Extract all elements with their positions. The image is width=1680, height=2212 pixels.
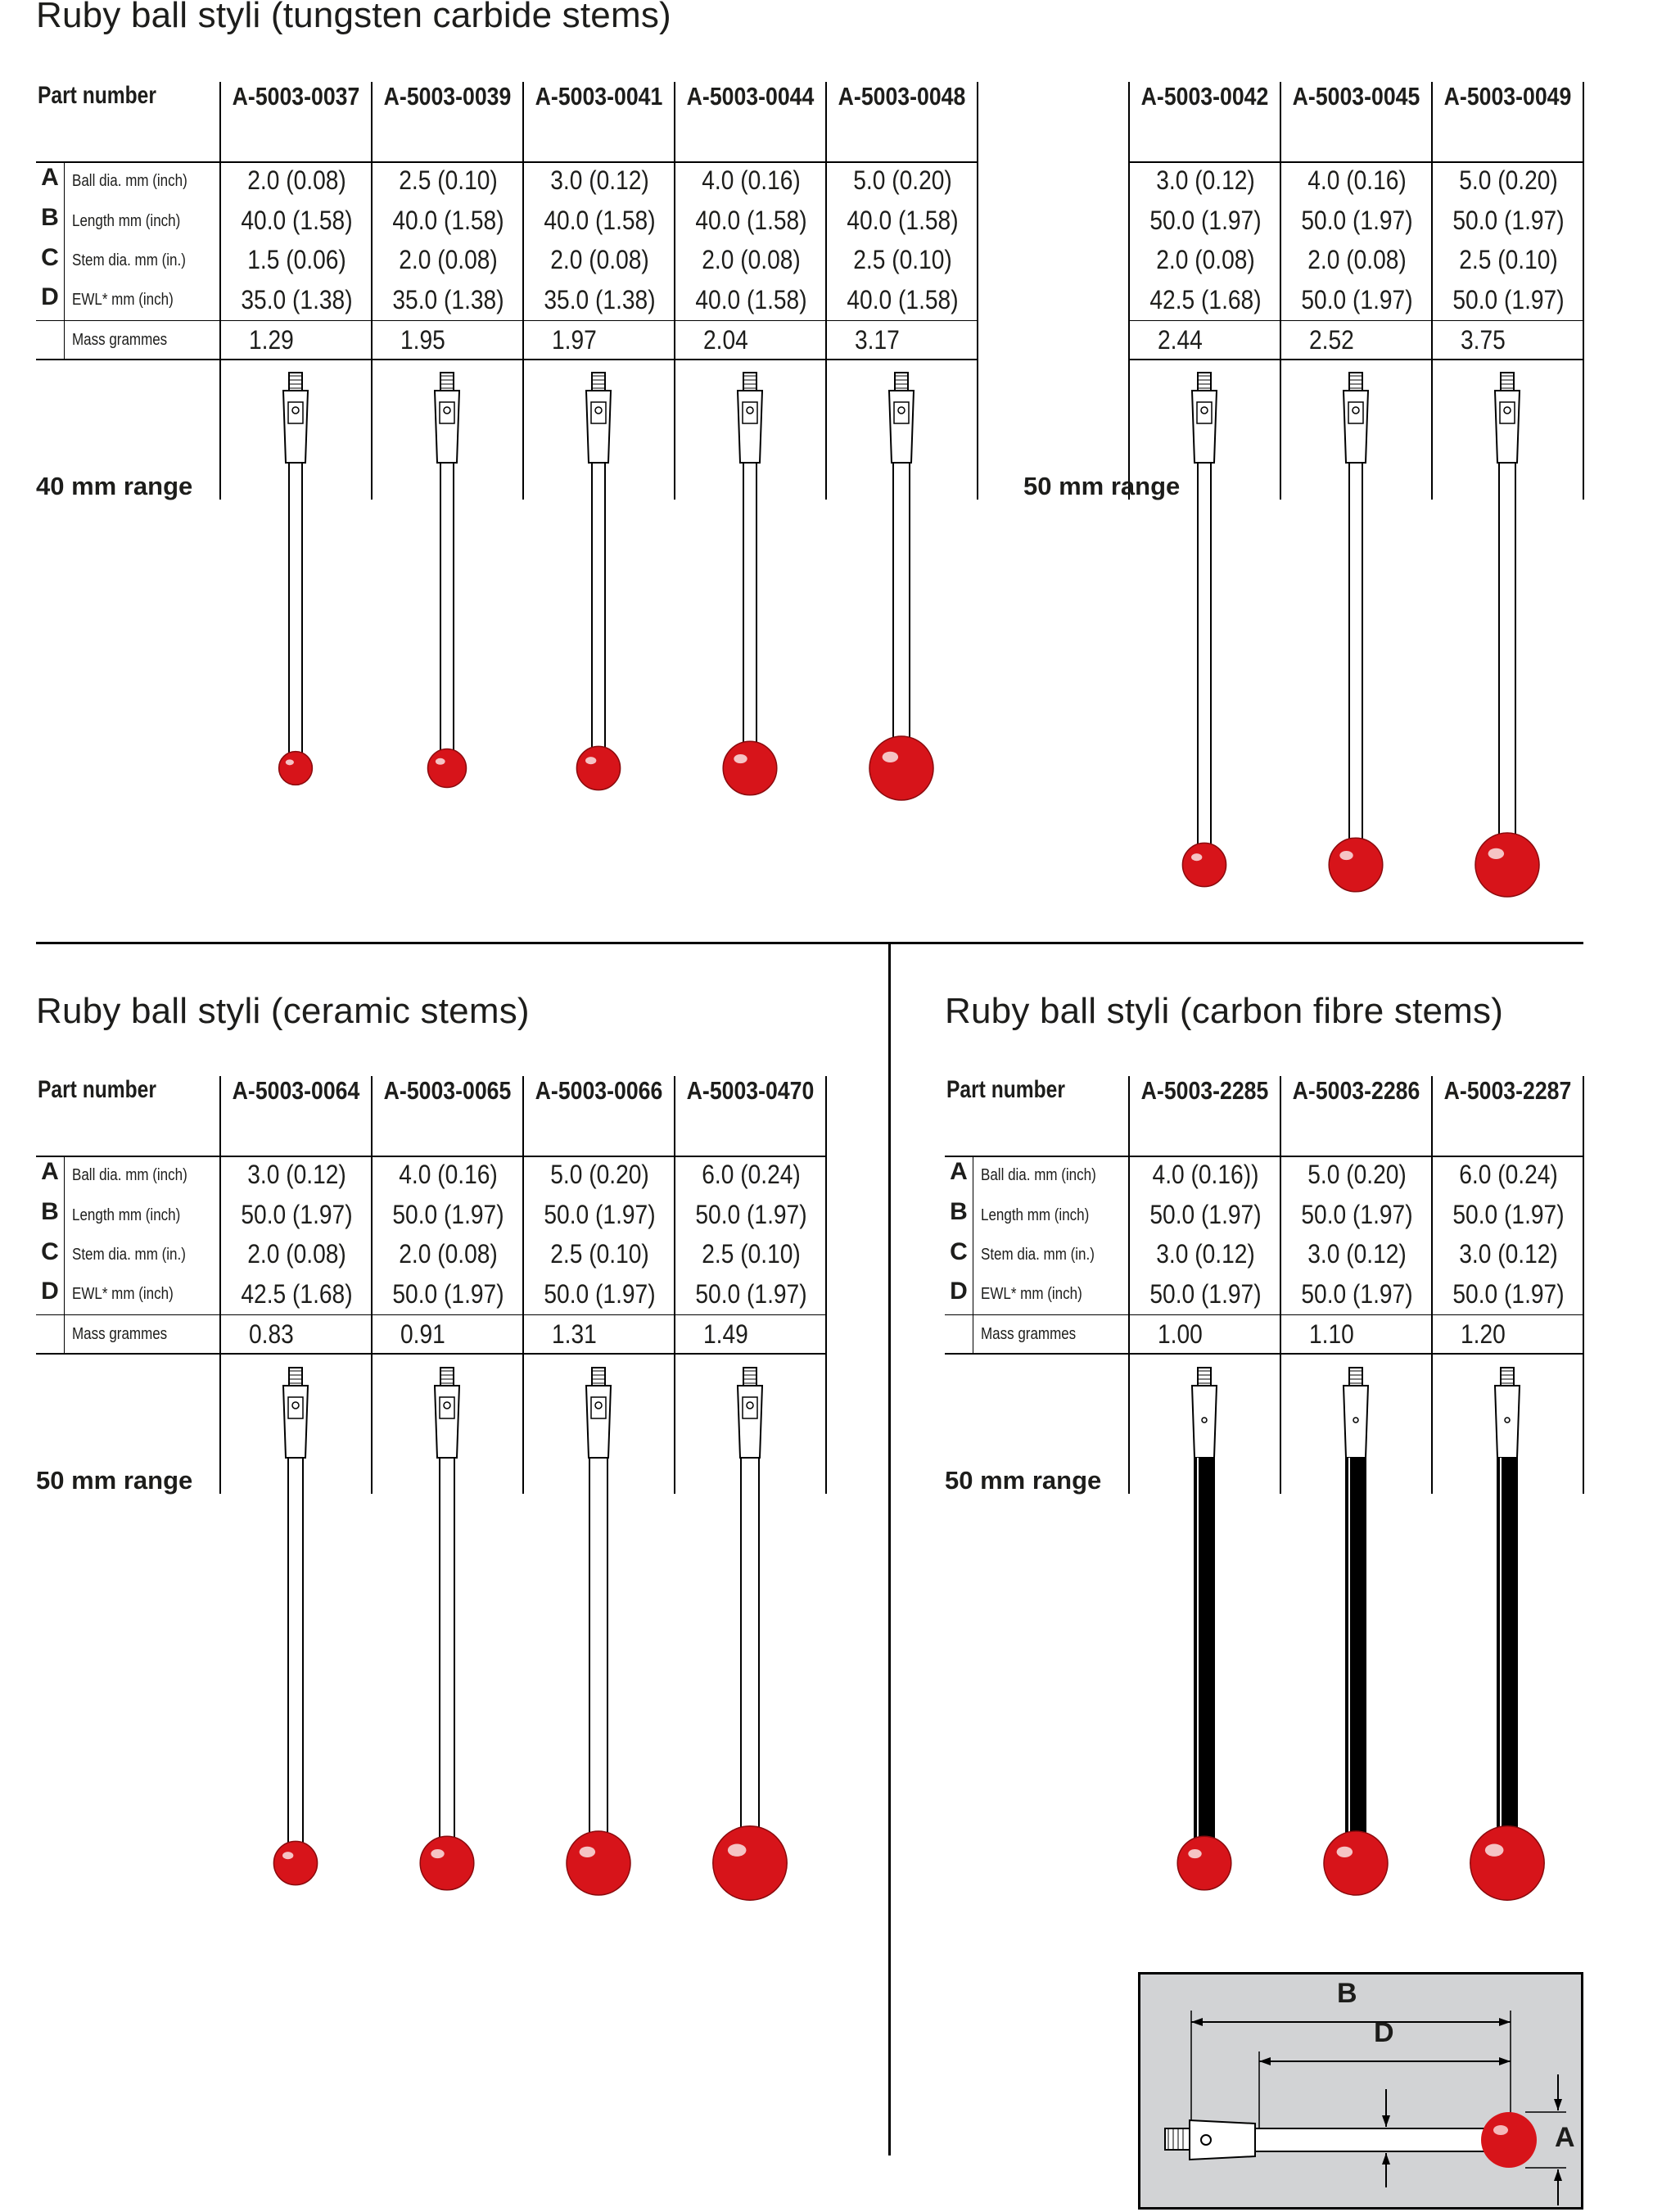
table-cell: 1.29 (249, 325, 294, 355)
range-label-50: 50 mm range (1023, 472, 1181, 500)
table-cell: 50.0 (1.97) (1149, 1200, 1262, 1229)
row-letter: D (41, 1278, 59, 1305)
table-cell: 0.91 (400, 1319, 445, 1349)
table-cell: 2.0 (0.08) (1307, 245, 1407, 274)
diagram-label-d: D (1374, 2017, 1394, 2048)
part-A-5003-0044: A-5003-0044 (686, 82, 815, 111)
table-cell: 2.0 (0.08) (247, 1239, 346, 1269)
row-letter: A (41, 164, 59, 191)
row-letter: A (41, 1158, 59, 1185)
table-cell: 2.04 (703, 325, 748, 355)
table-cell: 2.5 (0.10) (399, 165, 498, 195)
table-cell: 35.0 (1.38) (392, 285, 504, 314)
row-label: Ball dia. mm (inch) (981, 1166, 1096, 1184)
table-cell: 2.0 (0.08) (1156, 245, 1255, 274)
table-cell: 5.0 (0.20) (853, 165, 952, 195)
diagram-label-a: A (1555, 2122, 1575, 2153)
row-label: Mass grammes (72, 1325, 168, 1343)
table-cell: 3.0 (0.12) (247, 1160, 346, 1189)
table-cell: 50.0 (1.97) (1452, 285, 1565, 314)
row-label: Stem dia. mm (in.) (72, 251, 186, 269)
row-letter: C (950, 1238, 968, 1265)
table-cell: 3.0 (0.12) (1156, 165, 1255, 195)
row-letter: A (950, 1158, 968, 1185)
table-cell: 5.0 (0.20) (1307, 1160, 1407, 1189)
table-cell: 50.0 (1.97) (544, 1200, 656, 1229)
part-A-5003-0042: A-5003-0042 (1140, 82, 1269, 111)
section-title-tungsten: Ruby ball styli (tungsten carbide stems) (36, 0, 671, 35)
part-A-5003-0065: A-5003-0065 (383, 1076, 512, 1105)
table-cell: 35.0 (1.38) (241, 285, 353, 314)
table-cell: 0.83 (249, 1319, 294, 1349)
table-cell: 40.0 (1.58) (695, 285, 807, 314)
table-cell: 5.0 (0.20) (1459, 165, 1558, 195)
row-label: EWL* mm (inch) (72, 291, 174, 309)
table-cell: 6.0 (0.24) (1459, 1160, 1558, 1189)
table-cell: 1.97 (552, 325, 597, 355)
table-cell: 50.0 (1.97) (695, 1200, 807, 1229)
table-cell: 35.0 (1.38) (544, 285, 656, 314)
table-cell: 40.0 (1.58) (241, 206, 353, 235)
table-cell: 1.49 (703, 1319, 748, 1349)
part-number-label: Part number (946, 1076, 1065, 1103)
range-label-40: 40 mm range (36, 472, 193, 500)
stylus-A-5003-0066 (567, 1368, 630, 1895)
stylus-A-5003-0064 (273, 1368, 317, 1885)
row-letter: C (41, 244, 59, 271)
table-cell: 42.5 (1.68) (1149, 285, 1262, 314)
table-cell: 2.0 (0.08) (399, 245, 498, 274)
part-A-5003-0039: A-5003-0039 (383, 82, 512, 111)
row-letter: B (41, 1198, 59, 1225)
table-cell: 3.0 (0.12) (1156, 1239, 1255, 1269)
table-cell: 2.0 (0.08) (399, 1239, 498, 1269)
row-label: EWL* mm (inch) (72, 1285, 174, 1303)
range-label-carbon: 50 mm range (945, 1466, 1102, 1495)
table-cell: 50.0 (1.97) (1149, 206, 1262, 235)
table-cell: 2.5 (0.10) (550, 1239, 649, 1269)
part-A-5003-0048: A-5003-0048 (838, 82, 966, 111)
row-letter: D (41, 283, 59, 310)
table-cell: 50.0 (1.97) (1301, 1200, 1413, 1229)
table-cell: 40.0 (1.58) (392, 206, 504, 235)
stylus-A-5003-2286 (1324, 1368, 1388, 1895)
row-label: Stem dia. mm (in.) (981, 1246, 1095, 1264)
table-cell: 50.0 (1.97) (392, 1279, 504, 1309)
stylus-A-5003-2285 (1177, 1368, 1231, 1890)
part-number-label: Part number (38, 82, 156, 109)
row-letter: D (950, 1278, 968, 1305)
table-cell: 2.0 (0.08) (702, 245, 801, 274)
table-cell: 50.0 (1.97) (1149, 1279, 1262, 1309)
ruby-ball (420, 1836, 474, 1890)
row-letter: B (950, 1198, 968, 1225)
table-cell: 1.31 (552, 1319, 597, 1349)
table-cell: 3.0 (0.12) (1307, 1239, 1407, 1269)
ruby-ball (1177, 1836, 1231, 1890)
table-cell: 50.0 (1.97) (695, 1279, 807, 1309)
part-A-5003-2286: A-5003-2286 (1292, 1076, 1420, 1105)
table-cell: 2.52 (1309, 325, 1354, 355)
table-cell: 50.0 (1.97) (1452, 1200, 1565, 1229)
table-cell: 2.5 (0.10) (702, 1239, 801, 1269)
part-A-5003-0041: A-5003-0041 (535, 82, 663, 111)
table-cell: 2.0 (0.08) (550, 245, 649, 274)
range-label-ceramic: 50 mm range (36, 1466, 193, 1495)
row-label: Length mm (inch) (72, 212, 181, 230)
table-cell: 3.75 (1461, 325, 1506, 355)
row-label: Mass grammes (981, 1325, 1077, 1343)
part-A-5003-0066: A-5003-0066 (535, 1076, 663, 1105)
table-cell: 2.44 (1158, 325, 1203, 355)
table-cell: 1.00 (1158, 1319, 1203, 1349)
table-cell: 50.0 (1.97) (1452, 1279, 1565, 1309)
row-label: Mass grammes (72, 331, 168, 349)
part-A-5003-0037: A-5003-0037 (232, 82, 360, 111)
table-cell: 50.0 (1.97) (1452, 206, 1565, 235)
table-cell: 50.0 (1.97) (1301, 1279, 1413, 1309)
table-cell: 42.5 (1.68) (241, 1279, 353, 1309)
table-cell: 4.0 (0.16) (399, 1160, 498, 1189)
ruby-ball (567, 1831, 630, 1895)
table-cell: 4.0 (0.16) (1307, 165, 1407, 195)
row-label: Ball dia. mm (inch) (72, 172, 187, 190)
table-cell: 40.0 (1.58) (544, 206, 656, 235)
part-number-label: Part number (38, 1076, 156, 1103)
table-cell: 40.0 (1.58) (847, 285, 959, 314)
table-cell: 50.0 (1.97) (1301, 206, 1413, 235)
table-cell: 50.0 (1.97) (1301, 285, 1413, 314)
table-cell: 1.95 (400, 325, 445, 355)
table-cell: 1.10 (1309, 1319, 1354, 1349)
ruby-ball (1470, 1826, 1544, 1900)
table-cell: 2.5 (0.10) (853, 245, 952, 274)
section-title-carbon: Ruby ball styli (carbon fibre stems) (945, 991, 1504, 1031)
part-A-5003-0470: A-5003-0470 (686, 1076, 815, 1105)
row-label: EWL* mm (inch) (981, 1285, 1082, 1303)
ruby-ball (713, 1826, 787, 1900)
table-cell: 2.5 (0.10) (1459, 245, 1558, 274)
table-cell: 50.0 (1.97) (544, 1279, 656, 1309)
stylus-A-5003-0470 (713, 1368, 787, 1900)
table-cell: 5.0 (0.20) (550, 1160, 649, 1189)
ruby-ball (273, 1841, 317, 1884)
part-A-5003-0045: A-5003-0045 (1292, 82, 1420, 111)
table-cell: 2.0 (0.08) (247, 165, 346, 195)
section-title-ceramic: Ruby ball styli (ceramic stems) (36, 991, 530, 1031)
ruby-ball (1324, 1831, 1388, 1895)
row-letter: B (41, 204, 59, 231)
table-cell: 40.0 (1.58) (847, 206, 959, 235)
table-cell: 50.0 (1.97) (392, 1200, 504, 1229)
table-cell: 40.0 (1.58) (695, 206, 807, 235)
dimension-diagram (1138, 1972, 1583, 2210)
row-label: Stem dia. mm (in.) (72, 1246, 186, 1264)
stylus-A-5003-2287 (1470, 1368, 1544, 1900)
row-label: Length mm (inch) (981, 1206, 1090, 1224)
part-A-5003-2285: A-5003-2285 (1140, 1076, 1269, 1105)
row-letter: C (41, 1238, 59, 1265)
part-A-5003-0064: A-5003-0064 (232, 1076, 360, 1105)
stylus-A-5003-0065 (420, 1368, 474, 1890)
table-cell: 3.0 (0.12) (1459, 1239, 1558, 1269)
part-A-5003-2287: A-5003-2287 (1443, 1076, 1572, 1105)
table-cell: 1.5 (0.06) (247, 245, 346, 274)
table-cell: 3.0 (0.12) (550, 165, 649, 195)
table-cell: 6.0 (0.24) (702, 1160, 801, 1189)
table-cell: 1.20 (1461, 1319, 1506, 1349)
table-cell: 4.0 (0.16) (702, 165, 801, 195)
row-label: Length mm (inch) (72, 1206, 181, 1224)
diagram-label-b: B (1337, 1978, 1357, 2009)
table-cell: 50.0 (1.97) (241, 1200, 353, 1229)
table-cell: 4.0 (0.16)) (1152, 1160, 1259, 1189)
table-cell: 3.17 (855, 325, 900, 355)
part-A-5003-0049: A-5003-0049 (1443, 82, 1572, 111)
row-label: Ball dia. mm (inch) (72, 1166, 187, 1184)
